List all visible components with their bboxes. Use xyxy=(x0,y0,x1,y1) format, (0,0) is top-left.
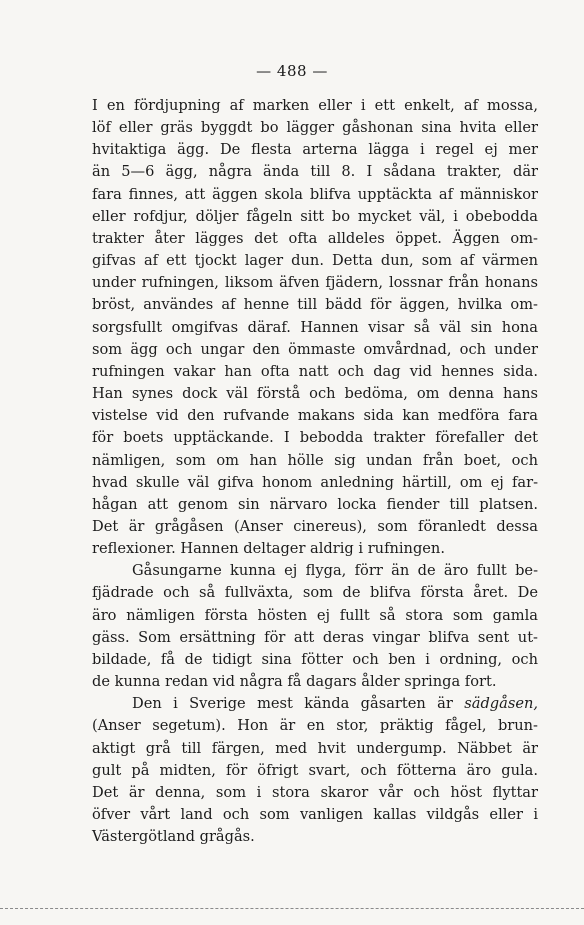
text-line: bröst, användes af henne till bädd för äggen, hvilka om- xyxy=(92,296,538,314)
text-line: Den i Sverige mest kända gåsarten är sädgåsen, xyxy=(132,695,538,713)
text-line: för boets upptäckande. I bebodda trakter förefaller det xyxy=(92,429,538,447)
text-line: öfver vårt land och som vanligen kallas vildgås eller i xyxy=(92,806,538,823)
text-line: Han synes dock väl förstå och bedöma, om denna hans xyxy=(92,385,538,403)
text-line: eller rofdjur, döljer fågeln sitt bo mycket väl, i obebodda xyxy=(92,207,538,225)
text-line: gifvas af ett tjockt lager dun. Detta dun, som af värmen xyxy=(92,252,538,270)
text-line: hågan att genom sin närvaro locka fiender till platsen. xyxy=(92,495,538,513)
text-line: trakter åter lägges det ofta alldeles öppet. Äggen om- xyxy=(92,229,538,247)
text-line: de kunna redan vid några få dagars ålder springa fort. xyxy=(92,673,497,691)
text-line: gäss. Som ersättning för att deras vingar blifva sent ut- xyxy=(92,628,538,646)
text-line: I en fördjupning af marken eller i ett enkelt, af mossa, xyxy=(92,97,538,114)
text-line: gult på midten, för öfrigt svart, och fötterna äro gula. xyxy=(92,761,538,779)
text-line: reflexioner. Hannen deltager aldrig i rufningen. xyxy=(92,540,445,558)
text-line: vistelse vid den rufvande makans sida kan medföra fara xyxy=(92,407,538,425)
text-line: Gåsungarne kunna ej flyga, förr än de äro fullt be- xyxy=(132,562,538,580)
text-line: Västergötland grågås. xyxy=(92,828,255,846)
footer-rule xyxy=(0,908,584,909)
paragraph xyxy=(92,693,538,848)
body-text xyxy=(92,95,538,848)
text-line: (Anser segetum). Hon är en stor, präktig fågel, brun- xyxy=(92,717,538,735)
text-line: som ägg och ungar den ömmaste omvårdnad, och under xyxy=(92,340,538,358)
text-line: hvitaktiga ägg. De flesta arterna lägga i regel ej mer xyxy=(92,141,538,159)
emphasized-species-name: sädgåsen, xyxy=(464,695,538,713)
text-line: rufningen vakar han ofta natt och dag vid hennes sida. xyxy=(92,362,538,380)
text-line: Det är denna, som i stora skaror vår och höst flyttar xyxy=(92,783,538,801)
page-number: — 488 — xyxy=(256,62,328,80)
text-line: fjädrade och så fullväxta, som de blifva första året. De xyxy=(92,584,538,602)
text-line: under rufningen, liksom äfven fjädern, lossnar från honans xyxy=(92,274,538,292)
paragraph xyxy=(92,95,538,560)
text-line: äro nämligen första hösten ej fullt så stora som gamla xyxy=(92,606,538,624)
text-line: aktigt grå till färgen, med hvit undergump. Näbbet är xyxy=(92,739,538,757)
text-line: Det är grågåsen (Anser cinereus), som föranledt dessa xyxy=(92,517,538,535)
paragraph xyxy=(92,560,538,693)
text-line: än 5—6 ägg, några ända till 8. I sådana trakter, där xyxy=(92,163,538,181)
text-line: hvad skulle väl gifva honom anledning härtill, om ej far- xyxy=(92,473,538,491)
text-line: löf eller gräs byggdt bo lägger gåshonan sina hvita eller xyxy=(92,119,538,137)
text-line: sorgsfullt omgifvas däraf. Hannen visar så väl sin hona xyxy=(92,318,538,336)
text-line: bildade, få de tidigt sina fötter och ben i ordning, och xyxy=(92,650,538,668)
text-line: fara finnes, att äggen skola blifva upptäckta af människor xyxy=(92,185,538,203)
text-line: nämligen, som om han hölle sig undan från boet, och xyxy=(92,451,538,469)
